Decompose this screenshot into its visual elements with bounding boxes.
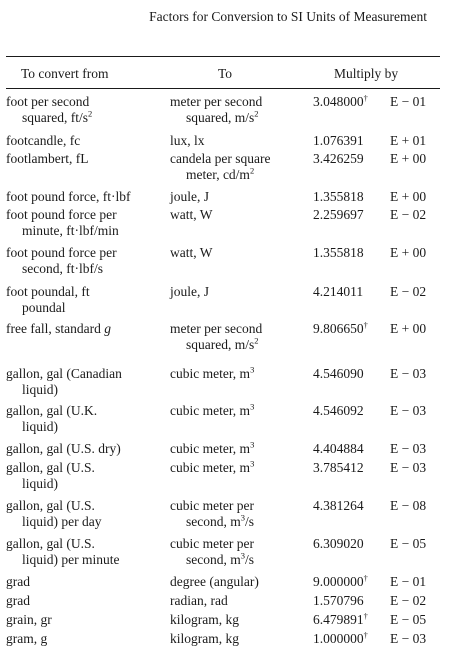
cell-to-unit	[170, 94, 305, 126]
cell-to-unit	[170, 366, 305, 382]
cell-factor	[313, 189, 395, 205]
cell-from-unit	[6, 460, 166, 492]
from-unit-line: grain, gr	[6, 612, 52, 627]
from-unit-line: free fall, standard g	[6, 321, 111, 336]
cell-to-unit	[170, 133, 305, 149]
cell-exponent: E − 01	[390, 574, 427, 589]
cell-factor	[313, 460, 395, 476]
cell-from-unit	[6, 321, 166, 337]
factor-value: 4.546090	[313, 366, 364, 381]
cell-exponent: E + 01	[390, 133, 427, 148]
cell-factor	[313, 536, 395, 552]
from-unit-line: gallon, gal (U.S. dry)	[6, 441, 121, 456]
factor-value: 6.309020	[313, 536, 364, 551]
exact-dagger-mark: †	[363, 611, 368, 621]
to-unit-line: cubic meter, $m^3$	[170, 439, 255, 456]
from-unit-line: gallon, gal (U.S.	[6, 498, 95, 513]
cell-exponent: E − 03	[390, 460, 427, 475]
from-unit-line: gallon, gal (Canadian	[6, 366, 122, 381]
cell-factor	[313, 94, 395, 110]
to-unit-line: cubic meter, $m^3$	[170, 458, 255, 475]
cell-exponent: E − 08	[390, 498, 427, 513]
cell-from-unit	[6, 498, 166, 530]
cell-exponent: E − 03	[390, 441, 427, 456]
cell-exponent: E − 05	[390, 612, 427, 627]
cell-to-unit	[170, 284, 305, 300]
from-unit-line: minute, ft·lbf/min	[22, 223, 119, 238]
exact-dagger-mark: †	[363, 320, 368, 330]
to-unit-line: cubic meter per	[170, 536, 254, 551]
cell-to-unit	[170, 441, 305, 457]
cell-to-unit	[170, 207, 305, 223]
to-unit-line: radian, rad	[170, 593, 228, 608]
from-unit-line: foot poundal, ft	[6, 284, 90, 299]
cell-factor	[313, 612, 395, 628]
from-unit-line: foot pound force, ft·lbf	[6, 189, 131, 204]
cell-factor	[313, 574, 395, 590]
to-unit-line: joule, J	[170, 284, 209, 299]
cell-to-unit	[170, 460, 305, 476]
header-multiply-by: Multiply by	[334, 66, 399, 81]
cell-from-unit	[6, 536, 166, 568]
from-unit-line: liquid)	[22, 382, 58, 397]
from-unit-line: grad	[6, 593, 30, 608]
cell-factor	[313, 366, 395, 382]
cell-to-unit	[170, 321, 305, 353]
cell-exponent: E − 03	[390, 403, 427, 418]
header-to-convert-from: To convert from	[21, 66, 109, 81]
cell-from-unit	[6, 441, 166, 457]
to-unit-line: cubic meter per	[170, 498, 254, 513]
cell-to-unit	[170, 245, 305, 261]
from-unit-line: foot pound force per	[6, 245, 117, 260]
to-unit-line: joule, J	[170, 189, 209, 204]
cell-from-unit	[6, 593, 166, 609]
cell-factor	[313, 631, 395, 647]
to-unit-line: degree (angular)	[170, 574, 259, 589]
cell-to-unit	[170, 536, 305, 568]
cell-exponent: E − 02	[390, 284, 427, 299]
factor-value: 3.785412	[313, 460, 364, 475]
to-unit-line: cubic meter, $m^3$	[170, 401, 255, 418]
cell-exponent: E − 03	[390, 366, 427, 381]
cell-factor	[313, 321, 395, 337]
factor-value: 4.404884	[313, 441, 364, 456]
from-unit-line: poundal	[22, 300, 66, 315]
from-unit-line: liquid) per minute	[22, 552, 120, 567]
from-unit-line: grad	[6, 574, 30, 589]
cell-to-unit	[170, 631, 305, 647]
factor-value: 1.355818	[313, 245, 364, 260]
factor-value: 9.806650	[313, 321, 364, 336]
cell-from-unit	[6, 403, 166, 435]
from-unit-line: liquid)	[22, 419, 58, 434]
cell-from-unit	[6, 189, 166, 205]
from-unit-line: foot pound force per	[6, 207, 117, 222]
from-unit-line: second, ft·lbf/s	[22, 261, 103, 276]
cell-exponent: E − 02	[390, 593, 427, 608]
cell-from-unit	[6, 574, 166, 590]
from-unit-line: gallon, gal (U.S.	[6, 536, 95, 551]
cell-from-unit	[6, 151, 166, 167]
cell-to-unit	[170, 151, 305, 183]
table-top-rule	[6, 56, 440, 57]
cell-to-unit	[170, 612, 305, 628]
exact-dagger-mark: †	[363, 93, 368, 103]
cell-from-unit	[6, 284, 166, 316]
table-header-rule	[6, 88, 440, 89]
from-unit-line: liquid)	[22, 476, 58, 491]
to-unit-line: squared, $m/s^2$	[186, 108, 259, 125]
cell-from-unit	[6, 612, 166, 628]
factor-value: 3.426259	[313, 151, 364, 166]
cell-to-unit	[170, 403, 305, 419]
factor-value: 4.214011	[313, 284, 364, 299]
cell-factor	[313, 151, 395, 167]
page-title: Factors for Conversion to SI Units of Measurement	[149, 9, 427, 24]
cell-factor	[313, 284, 395, 300]
to-unit-line: candela per square	[170, 151, 271, 166]
to-unit-line: watt, W	[170, 207, 213, 222]
cell-to-unit	[170, 189, 305, 205]
cell-from-unit	[6, 207, 166, 239]
cell-from-unit	[6, 133, 166, 149]
from-unit-line: squared, $ft/s^2$	[22, 108, 93, 125]
factor-value: 1.000000	[313, 631, 364, 646]
factor-value: 4.381264	[313, 498, 364, 513]
to-unit-line: cubic meter, $m^3$	[170, 364, 255, 381]
factor-value: 3.048000	[313, 94, 364, 109]
cell-exponent: E − 03	[390, 631, 427, 646]
cell-factor	[313, 593, 395, 609]
cell-factor	[313, 133, 395, 149]
from-unit-line: footlambert, fL	[6, 151, 89, 166]
exact-dagger-mark: †	[363, 573, 368, 583]
cell-exponent: E + 00	[390, 151, 427, 166]
cell-to-unit	[170, 574, 305, 590]
cell-exponent: E − 01	[390, 94, 427, 109]
cell-exponent: E − 02	[390, 207, 427, 222]
to-unit-line: meter, $cd/m^2$	[186, 165, 255, 182]
cell-to-unit	[170, 498, 305, 530]
cell-to-unit	[170, 593, 305, 609]
cell-factor	[313, 207, 395, 223]
cell-from-unit	[6, 366, 166, 398]
to-unit-line: watt, W	[170, 245, 213, 260]
to-unit-line: second, $m^3/s$	[186, 550, 255, 567]
to-unit-line: second, $m^3/s$	[186, 512, 255, 529]
to-unit-line: squared, $m/s^2$	[186, 335, 259, 352]
to-unit-line: lux, lx	[170, 133, 205, 148]
factor-value: 6.479891	[313, 612, 364, 627]
factor-value: 2.259697	[313, 207, 364, 222]
from-unit-line: foot per second	[6, 94, 90, 109]
cell-factor	[313, 403, 395, 419]
cell-factor	[313, 498, 395, 514]
to-unit-line: meter per second	[170, 321, 263, 336]
factor-value: 1.076391	[313, 133, 364, 148]
to-unit-line: meter per second	[170, 94, 263, 109]
cell-from-unit	[6, 94, 166, 126]
cell-factor	[313, 245, 395, 261]
cell-exponent: E + 00	[390, 245, 427, 260]
from-unit-line: gallon, gal (U.S.	[6, 460, 95, 475]
cell-exponent: E + 00	[390, 189, 427, 204]
from-unit-line: gallon, gal (U.K.	[6, 403, 98, 418]
cell-exponent: E − 05	[390, 536, 427, 551]
from-unit-line: liquid) per day	[22, 514, 102, 529]
exact-dagger-mark: †	[363, 630, 368, 640]
cell-exponent: E + 00	[390, 321, 427, 336]
factor-value: 9.000000	[313, 574, 364, 589]
to-unit-line: kilogram, kg	[170, 612, 239, 627]
from-unit-line: footcandle, fc	[6, 133, 81, 148]
factor-value: 1.355818	[313, 189, 364, 204]
to-unit-line: kilogram, kg	[170, 631, 239, 646]
factor-value: 4.546092	[313, 403, 364, 418]
cell-from-unit	[6, 631, 166, 647]
cell-from-unit	[6, 245, 166, 277]
header-to: To	[218, 66, 233, 81]
from-unit-line: gram, g	[6, 631, 48, 646]
cell-factor	[313, 441, 395, 457]
factor-value: 1.570796	[313, 593, 364, 608]
